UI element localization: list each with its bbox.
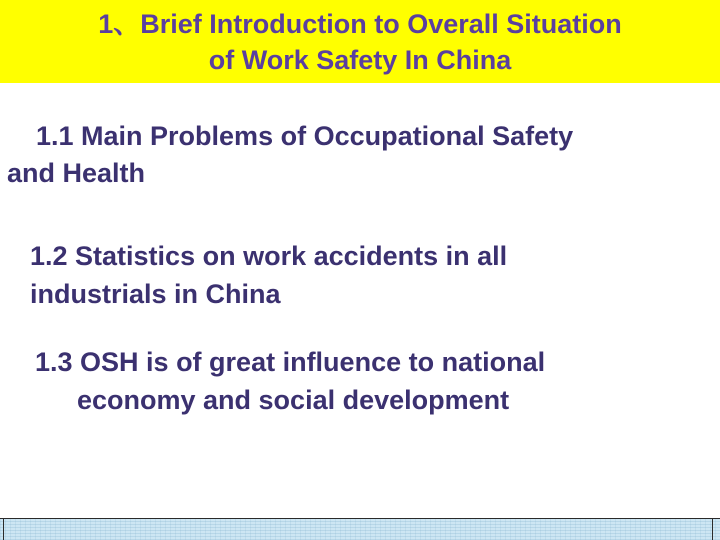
title-band [0,0,720,83]
item-1-line-1: 1.1 Main Problems of Occupational Safety [36,121,574,151]
slide-title-line-1: 1、Brief Introduction to Overall Situation [98,9,622,39]
item-2-line-1: 1.2 Statistics on work accidents in all [30,241,508,271]
footer-band [0,518,720,540]
item-2-line-2: industrials in China [30,279,281,309]
item-3-line-1: 1.3 OSH is of great influence to national [35,347,546,377]
item-1-line-2: and Health [7,158,146,188]
footer-divider [0,518,720,519]
slide-title-line-2: of Work Safety In China [208,45,512,75]
item-3-line-2: economy and social development [77,385,510,415]
footer-right-edge [712,518,713,540]
footer-left-edge [3,518,4,540]
